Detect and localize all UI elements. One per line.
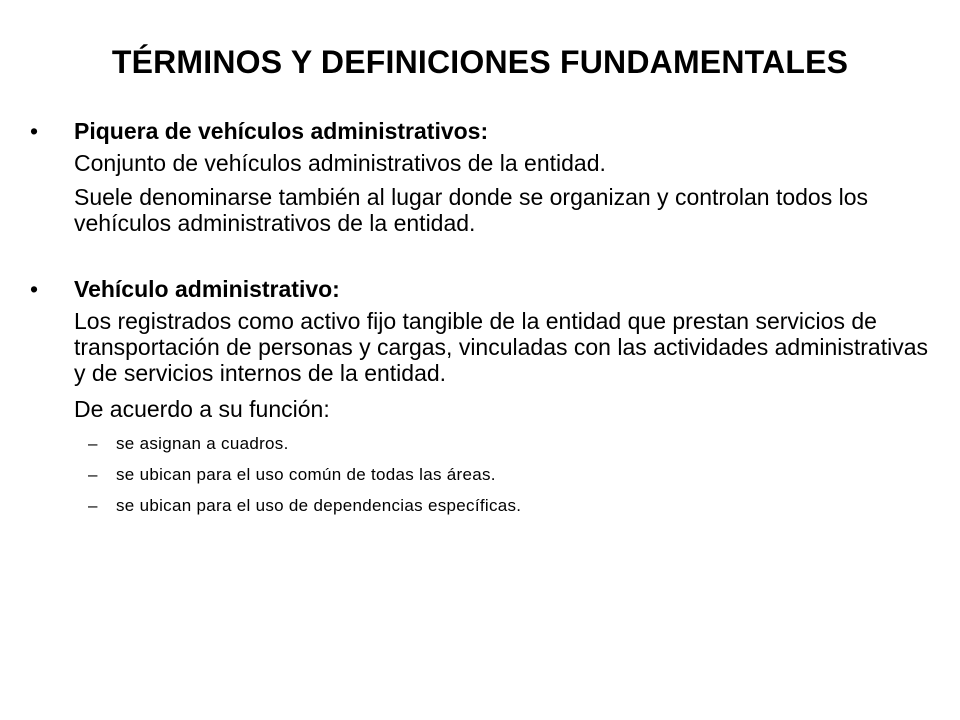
list-item-text: se ubican para el uso de dependencias específicas. (116, 496, 522, 515)
bullet-item-vehiculo (30, 274, 935, 304)
list-item (88, 428, 935, 459)
dash-icon: – (88, 434, 98, 453)
list-item (88, 459, 935, 490)
slide-content (30, 116, 935, 521)
slide-title: TÉRMINOS Y DEFINICIONES FUNDAMENTALES (111, 44, 849, 80)
list-item (88, 490, 935, 521)
list-item-text: se ubican para el uso común de todas las áreas. (116, 465, 496, 484)
bullet-item-piquera (30, 116, 935, 146)
definition-paragraph: Suele denominarse también al lugar donde se organizan y controlan todos los vehículos administrativos de la entidad. (74, 184, 869, 236)
definition-paragraph: De acuerdo a su función: (74, 396, 330, 422)
list-item-text: se asignan a cuadros. (116, 434, 289, 453)
bullet-heading: Piquera de vehículos administrativos: (74, 118, 489, 144)
definition-paragraph: Conjunto de vehículos administrativos de la entidad. (74, 150, 606, 176)
bullet-icon: • (30, 118, 39, 144)
function-sublist (88, 428, 935, 521)
bullet-heading: Vehículo administrativo: (74, 276, 340, 302)
definition-paragraph: Los registrados como activo fijo tangible de la entidad que prestan servicios de transportación de personas y cargas, vinculadas con las actividades administrativas y de servicios internos de la entidad. (74, 308, 928, 386)
bullet-icon: • (30, 276, 39, 302)
dash-icon: – (88, 465, 98, 484)
dash-icon: – (88, 496, 98, 515)
